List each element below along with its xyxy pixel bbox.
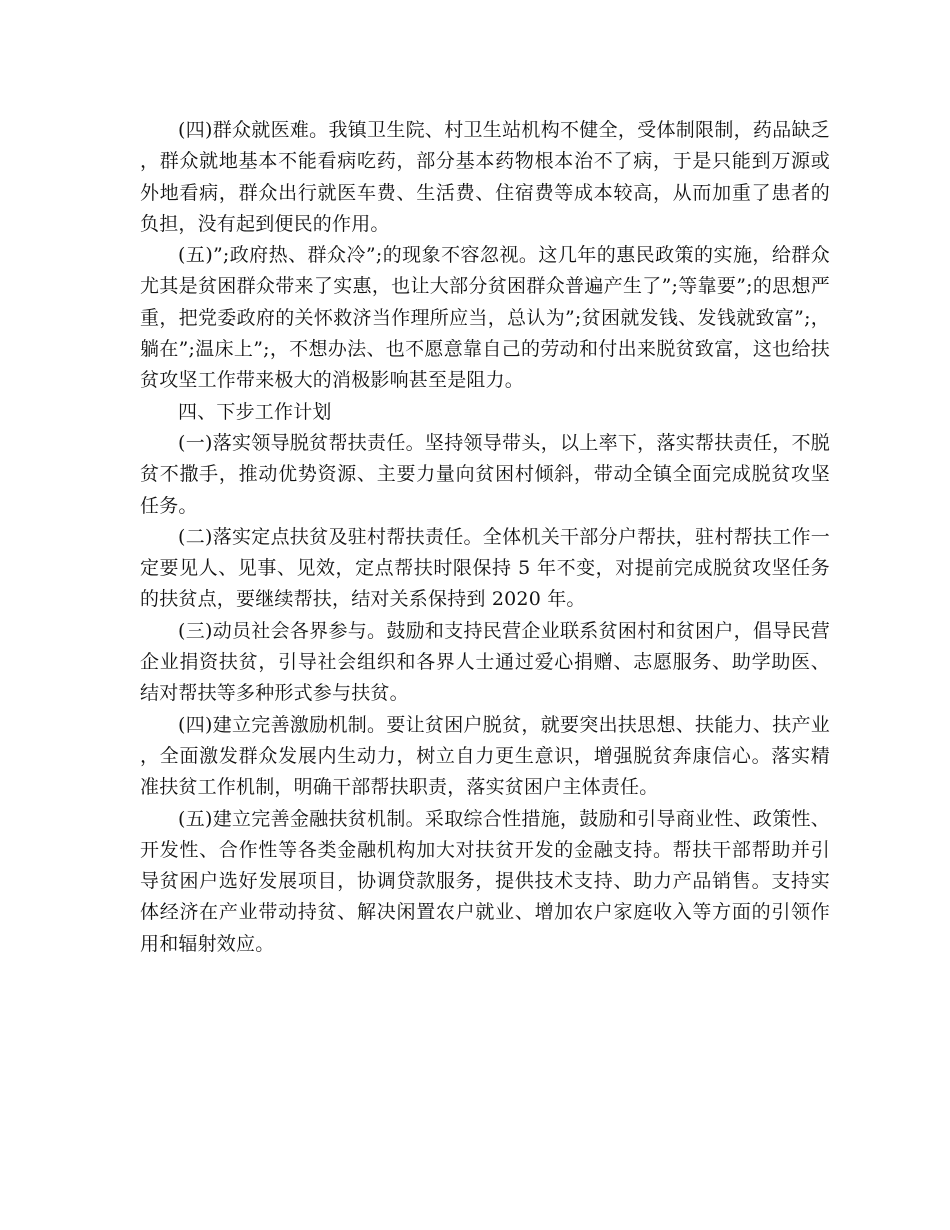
paragraph-financial-mechanism: (五)建立完善金融扶贫机制。采取综合性措施，鼓励和引导商业性、政策性、开发性、合作性等各类金融机构加大对扶贫开发的金融支持。帮扶干部帮助并引导贫困户选好发展项目，协调贷款服务，提供技术支持、助力产品销售。支持实体经济在产业带动持贫、解决闲置农户就业、增加农户家庭收入等方面的引领作用和辐射效应。 [140,807,830,955]
paragraph-medical-difficulty: (四)群众就医难。我镇卫生院、村卫生站机构不健全，受体制限制，药品缺乏，群众就地基本不能看病吃药，部分基本药物根本治不了病，于是只能到万源或外地看病，群众出行就医车费、生活费、住宿费等成本较高，从而加重了患者的负担，没有起到便民的作用。 [140,119,830,235]
paragraph-incentive-mechanism: (四)建立完善激励机制。要让贫困户脱贫，就要突出扶思想、扶能力、扶产业，全面激发群众发展内生动力，树立自力更生意识，增强脱贫奔康信心。落实精准扶贫工作机制，明确干部帮扶职责，落实贫困户主体责任。 [140,713,830,799]
paragraph-leadership-responsibility: (一)落实领导脱贫帮扶责任。坚持领导带头，以上率下，落实帮扶责任，不脱贫不撒手，推动优势资源、主要力量向贫困村倾斜，带动全镇全面完成脱贫攻坚任务。 [140,431,830,517]
paragraph-targeted-assistance: (二)落实定点扶贫及驻村帮扶责任。全体机关干部分户帮扶，驻村帮扶工作一定要见人、见事、见效，定点帮扶时限保持 5 年不变，对提前完成脱贫攻坚任务的扶贫点，要继续帮扶，结对关系保持到 2020 年。 [140,525,830,611]
paragraph-social-participation: (三)动员社会各界参与。鼓励和支持民营企业联系贫困村和贫困户，倡导民营企业捐资扶贫，引导社会组织和各界人士通过爱心捐赠、志愿服务、助学助医、结对帮扶等多种形式参与扶贫。 [140,619,830,705]
paragraph-government-hot-masses-cold: (五)”;政府热、群众冷”;的现象不容忽视。这几年的惠民政策的实施，给群众尤其是贫困群众带来了实惠，也让大部分贫困群众普遍产生了”;等靠要”;的思想严重，把党委政府的关怀救济当作理所应当，总认为”;贫困就发钱、发钱就致富”;，躺在”;温床上”;，不想办法、也不愿意靠自己的劳动和付出来脱贫致富，这也给扶贫攻坚工作带来极大的消极影响甚至是阻力。 [140,244,830,392]
document-body [140,115,830,960]
section-heading-next-work-plan: 四、下步工作计划 [178,400,332,423]
